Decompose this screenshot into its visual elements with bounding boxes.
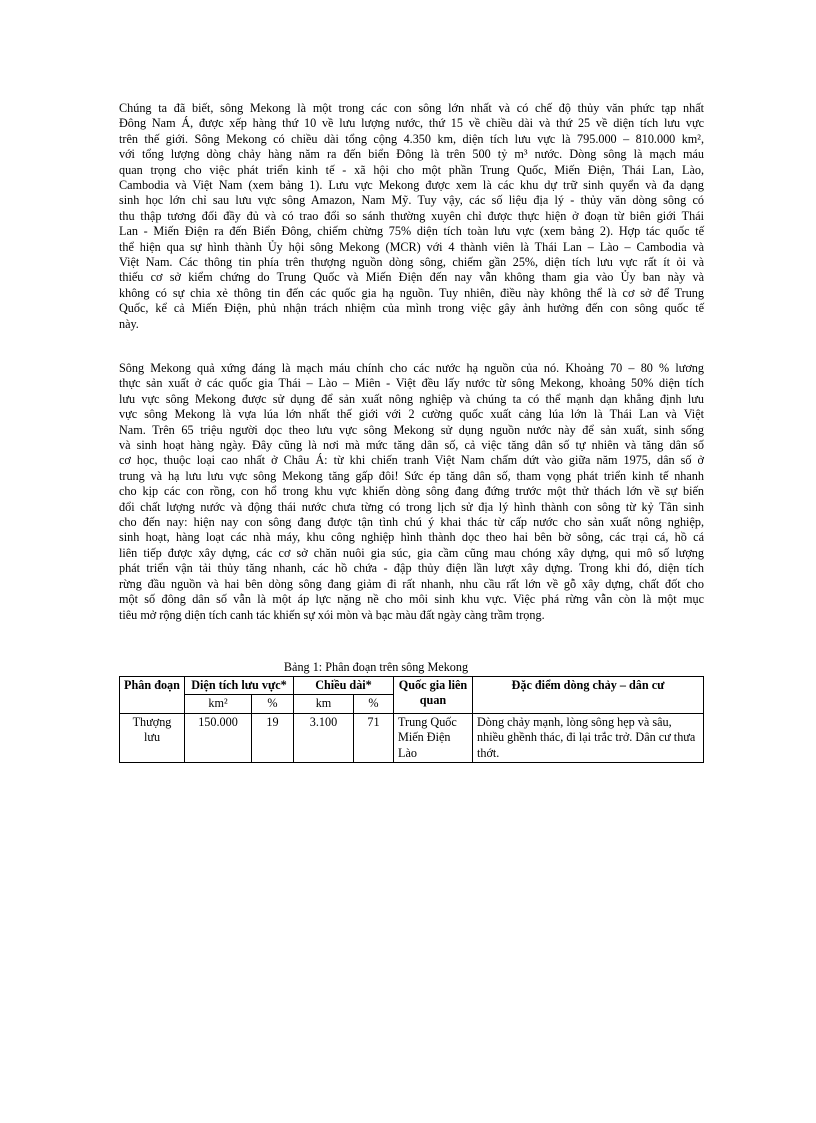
header-area: Diện tích lưu vực* [185,677,294,695]
paragraph-line: quan trọng cho việc phát triển kinh tế - xã hội cho một phần Trung Quốc, Miến Điện, Thái Lan, Lào, [119,162,704,177]
country-item: Miến Điện [398,730,451,745]
paragraph-line: này. [119,316,139,331]
cell-countries [394,713,473,762]
subheader-area-unit: km² [185,695,252,713]
paragraph-line: Lan - Miến Điện ra đến Biển Đông, chiếm chừng 75% diện tích toàn lưu vực (xem bảng 2). Hợp tác quốc tế [119,224,704,239]
paragraph-line: sinh hoạt, hàng loạt các nhà máy, khu công nghiệp hình thành dọc theo hai bên bờ sông, các trại cá, hồ cá [119,530,704,545]
header-features: Đặc điểm dòng chảy – dân cư [473,677,704,714]
paragraph-line: và sinh hoạt hàng ngày. Đây cũng là nơi mà mức tăng dân số, cả việc tăng dân số tự nhiên và tăng dân số [119,438,704,453]
paragraph-line: liên tiếp được xây dựng, các cơ sở chăn nuôi gia súc, gia cầm cũng mau chóng xây dựng, qui mô số lượng [119,545,704,560]
country-item: Trung Quốc [398,714,457,729]
paragraph-line: với tổng lượng dòng chảy hàng năm ra đến biển Đông là trên 500 tỷ m³ nước. Dòng sông là mạch máu [119,147,704,162]
cell-features: Dòng chảy mạnh, lòng sông hẹp và sâu, nhiều ghềnh thác, đi lại trắc trở. Dân cư thưa thớt. [473,713,704,762]
paragraph-line: lưu vực sông Mekong được sử dụng để sản xuất nông nghiệp và chúng ta có thể mạnh dạn khẳng định lưu [119,391,704,406]
paragraph-line: Sông Mekong quả xứng đáng là mạch máu chính cho các nước hạ nguồn của nó. Khoảng 70 – 80 % lương [119,361,704,375]
paragraph-line: thu thập tương đối đầy đủ và có trao đổi so sánh thường xuyên chỉ được thực hiện ở đoạn từ biên giới Thái [119,208,704,223]
paragraph-line: thể hiện qua sự hình thành Ủy hội sông Mekong (MCR) với 4 thành viên là Thái Lan – Lào – Cambodia và [119,239,704,254]
subheader-area-pct: % [252,695,294,713]
paragraph-line: tiêu mở rộng diện tích canh tác khiến sự xói mòn và bạc màu đất ngày càng trầm trọng. [119,607,545,622]
paragraph-line: cho đến nay: hiện nay con sông đang được tận tình chú ý khai thác từ cấp nước cho sản xuất nông nghiệp, [119,515,704,530]
paragraph-line: phát triển vận tải thủy tăng nhanh, các hồ chứa - đập thủy điện lần lượt xây dựng. Trong khi đó, diện tích [119,561,704,576]
paragraph-line: trung và hạ lưu lưu vực sông Mekong tăng gấp đôi! Sức ép tăng dân số, tham vọng phát triển kinh tế nhanh [119,468,704,483]
paragraph-line: rừng đầu nguồn và hai bên dòng sông đang giảm đi rất nhanh, nhu cầu rất lớn về gỗ xây dựng, chất đốt cho [119,576,704,591]
paragraph-line: Đông Nam Á, được xếp hàng thứ 10 về lưu lượng nước, thứ 15 về chiều dài và thứ 25 về diện tích lưu vực [119,116,704,131]
subheader-length-pct: % [354,695,394,713]
paragraph-line: cơ học, thuộc loại cao nhất ở Châu Á: từ khi chiến tranh Việt Nam chấm dứt vào giữa năm 1975, dân số ở [119,453,704,468]
cell-length-pct: 71 [354,713,394,762]
header-segment: Phân đoạn [120,677,185,714]
paragraph-line: Cambodia và Việt Nam (xem bảng 1). Lưu vực Mekong được xem là các khu dự trữ sinh quyển và đa dạng [119,178,704,193]
paragraph-2 [119,361,704,623]
cell-area: 150.000 [185,713,252,762]
paragraph-line: Quốc, kể cả Miến Điện, phủ nhận trách nhiệm của mình trong việc gây ảnh hưởng đến con sông quốc tế [119,301,704,316]
paragraph-line: cho kịp các con rồng, con hổ trong khu vực khiến dòng sông đang đứng trước một thử thách lớn về sự biến [119,484,704,499]
paragraph-line: sinh học lớn chỉ sau lưu vực sông Amazon, Nam Mỹ. Tuy vậy, các số liệu địa lý - thủy văn dòng sông có [119,193,704,208]
paragraph-line: vực sông Mekong là vựa lúa lớn nhất thế giới với 2 cường quốc xuất cảng lúa lớn là Thái Lan và Việt [119,407,704,422]
paragraph-line: Việt Nam. Các thông tin phía trên thượng nguồn dòng sông, chiếm gần 25%, diện tích lưu vực rất ít ỏi và [119,255,704,270]
paragraph-line: thiếu cơ sở kiểm chứng do Trung Quốc và Miến Điện đến nay vẫn không tham gia vào Ủy ban này và [119,270,704,285]
header-length: Chiều dài* [294,677,394,695]
paragraph-line: không có sự chia xẻ thông tin đến các quốc gia hạ nguồn. Tuy nhiên, điều này không thể là cơ sở để Trung [119,285,704,300]
paragraph-line: thực sản xuất ở các quốc gia Thái – Lào – Miên - Việt đều lấy nước từ sông Mekong, khoảng 50% diện tích [119,376,704,391]
table-caption: Bảng 1: Phân đoạn trên sông Mekong [283,660,469,674]
cell-length: 3.100 [294,713,354,762]
paragraph-line: trên thế giới. Sông Mekong có chiều dài tổng cộng 4.350 km, diện tích lưu vực là 795.000 – 810.000 km², [119,131,704,146]
cell-segment: Thượng lưu [120,713,185,762]
paragraph-line: đổi chất lượng nước và động thái nước chưa từng có trong lịch sử địa lý hình thành con sông từ kỷ Tân sinh [119,499,704,514]
paragraph-line: một số đông dân số vẫn là một áp lực nặng nề cho môi sinh khu vực. Việc phá rừng vẫn còn là một mục [119,592,704,607]
header-countries: Quốc gia liên quan [394,677,473,714]
cell-area-pct: 19 [252,713,294,762]
country-item: Lào [398,745,417,760]
paragraph-line: Nam. Trên 65 triệu người dọc theo lưu vực sông Mekong sử dụng nguồn nước này để sản xuất, sinh sống [119,422,704,437]
paragraph-line: Chúng ta đã biết, sông Mekong là một trong các con sông lớn nhất và có chế độ thủy văn phức tạp nhất [119,101,704,115]
subheader-length-unit: km [294,695,354,713]
table-header-row [120,677,704,695]
paragraph-1 [119,101,704,332]
table-row [120,713,704,762]
segment-table [119,676,704,763]
